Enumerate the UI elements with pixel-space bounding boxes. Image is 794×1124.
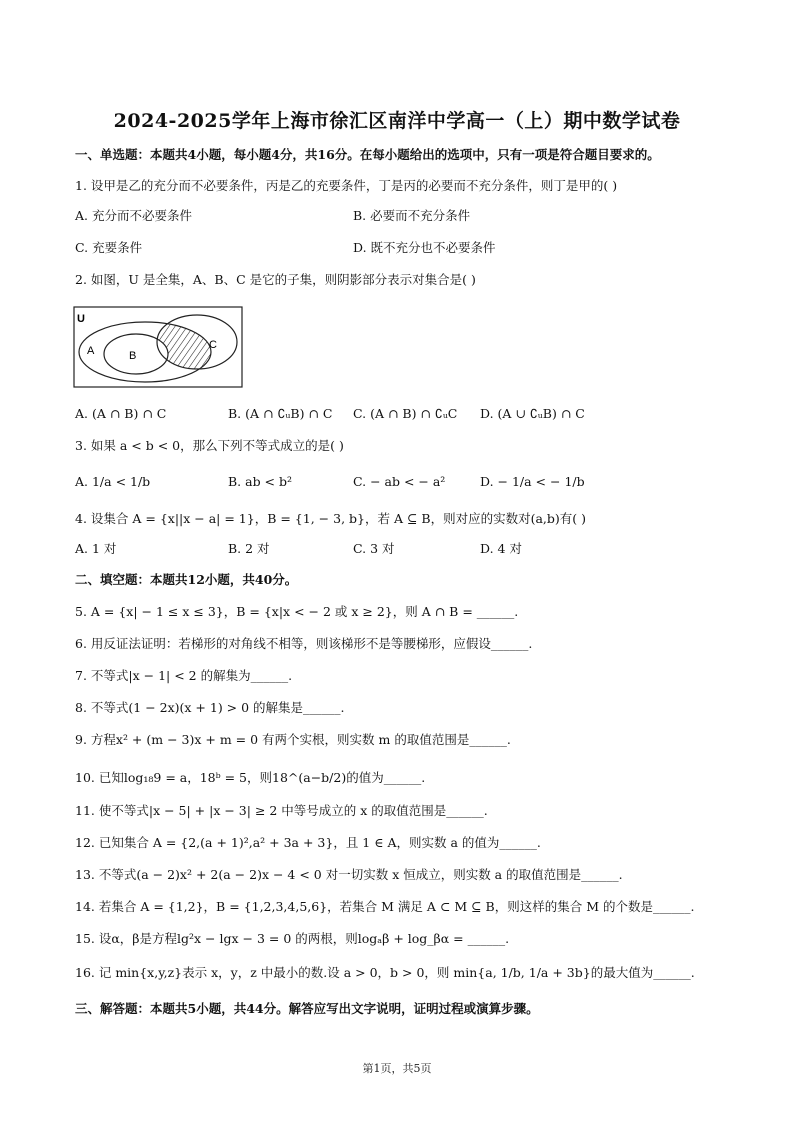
question-2-option-c: C. (A ∩ B) ∩ ∁ᵤC — [353, 406, 458, 421]
question-11: 11. 使不等式|x − 5| + |x − 3| ≥ 2 中等号成立的 x 的取值范围是______. — [75, 803, 488, 818]
question-14: 14. 若集合 A = {1,2}，B = {1,2,3,4,5,6}，若集合 M 满足 A ⊂ M ⊆ B，则这样的集合 M 的个数是______. — [75, 899, 695, 914]
question-6: 6. 用反证法证明：若梯形的对角线不相等，则该梯形不是等腰梯形，应假设______. — [75, 636, 533, 651]
page-footer: 第1页，共5页 — [362, 1062, 432, 1075]
venn-diagram — [73, 306, 243, 388]
question-2-option-a: A. (A ∩ B) ∩ C — [75, 406, 167, 421]
venn-label-a: A — [87, 345, 95, 357]
question-4-option-a: A. 1 对 — [75, 541, 117, 556]
venn-label-u: U — [77, 313, 85, 325]
question-5: 5. A = {x| − 1 ≤ x ≤ 3}，B = {x|x < − 2 或 x ≥ 2}，则 A ∩ B = ______. — [75, 604, 519, 619]
section-heading-single-choice: 一、单选题：本题共4小题，每小题4分，共16分。在每小题给出的选项中，只有一项是符合题目要求的。 — [75, 147, 660, 162]
question-2-option-b: B. (A ∩ ∁ᵤB) ∩ C — [228, 406, 333, 421]
question-7: 7. 不等式|x − 1| < 2 的解集为______. — [75, 668, 293, 683]
question-15: 15. 设α，β是方程lg²x − lgx − 3 = 0 的两根，则logₐβ + log_βα = ______. — [75, 931, 510, 946]
question-1-option-c: C. 充要条件 — [75, 240, 143, 255]
page-title: 2024-2025学年上海市徐汇区南洋中学高一（上）期中数学试卷 — [113, 110, 681, 132]
question-4-option-c: C. 3 对 — [353, 541, 395, 556]
question-3-stem: 3. 如果 a < b < 0，那么下列不等式成立的是( ) — [75, 438, 344, 453]
question-12: 12. 已知集合 A = {2,(a + 1)²,a² + 3a + 3}，且 1 ∈ A，则实数 a 的值为______. — [75, 835, 541, 850]
section-heading-solutions: 三、解答题：本题共5小题，共44分。解答应写出文字说明，证明过程或演算步骤。 — [75, 1001, 539, 1016]
question-9: 9. 方程x² + (m − 3)x + m = 0 有两个实根，则实数 m 的取值范围是______. — [75, 732, 511, 747]
question-2-stem: 2. 如图，U 是全集，A、B、C 是它的子集，则阴影部分表示对集合是( ) — [75, 272, 476, 287]
question-3-option-c: C. − ab < − a² — [353, 474, 446, 489]
question-1-option-a: A. 充分而不必要条件 — [75, 208, 192, 223]
venn-label-c: C — [209, 339, 217, 351]
question-1-stem: 1. 设甲是乙的充分而不必要条件，丙是乙的充要条件，丁是丙的必要而不充分条件，则丁是甲的( ) — [75, 178, 618, 193]
venn-label-b: B — [129, 350, 137, 362]
question-4-option-b: B. 2 对 — [228, 541, 270, 556]
question-4-option-d: D. 4 对 — [480, 541, 522, 556]
question-1-option-b: B. 必要而不充分条件 — [353, 208, 471, 223]
section-heading-fill-in: 二、填空题：本题共12小题，共40分。 — [75, 572, 298, 587]
question-3-option-a: A. 1/a < 1/b — [75, 474, 151, 489]
question-16: 16. 记 min{x,y,z}表示 x，y，z 中最小的数.设 a > 0，b > 0，则 min{a, 1/b, 1/a + 3b}的最大值为______. — [75, 965, 695, 980]
question-1-option-d: D. 既不充分也不必要条件 — [353, 240, 496, 255]
question-8: 8. 不等式(1 − 2x)(x + 1) > 0 的解集是______. — [75, 700, 345, 715]
question-2-option-d: D. (A ∪ ∁ᵤB) ∩ C — [480, 406, 585, 421]
question-3-option-d: D. − 1/a < − 1/b — [480, 474, 585, 489]
question-4-stem: 4. 设集合 A = {x||x − a| = 1}，B = {1, − 3, b}，若 A ⊆ B，则对应的实数对(a,b)有( ) — [75, 511, 586, 526]
question-10: 10. 已知log₁₈9 = a，18ᵇ = 5，则18^(a−b/2)的值为______. — [75, 770, 426, 785]
question-3-option-b: B. ab < b² — [228, 474, 293, 489]
question-13: 13. 不等式(a − 2)x² + 2(a − 2)x − 4 < 0 对一切实数 x 恒成立，则实数 a 的取值范围是______. — [75, 867, 623, 882]
